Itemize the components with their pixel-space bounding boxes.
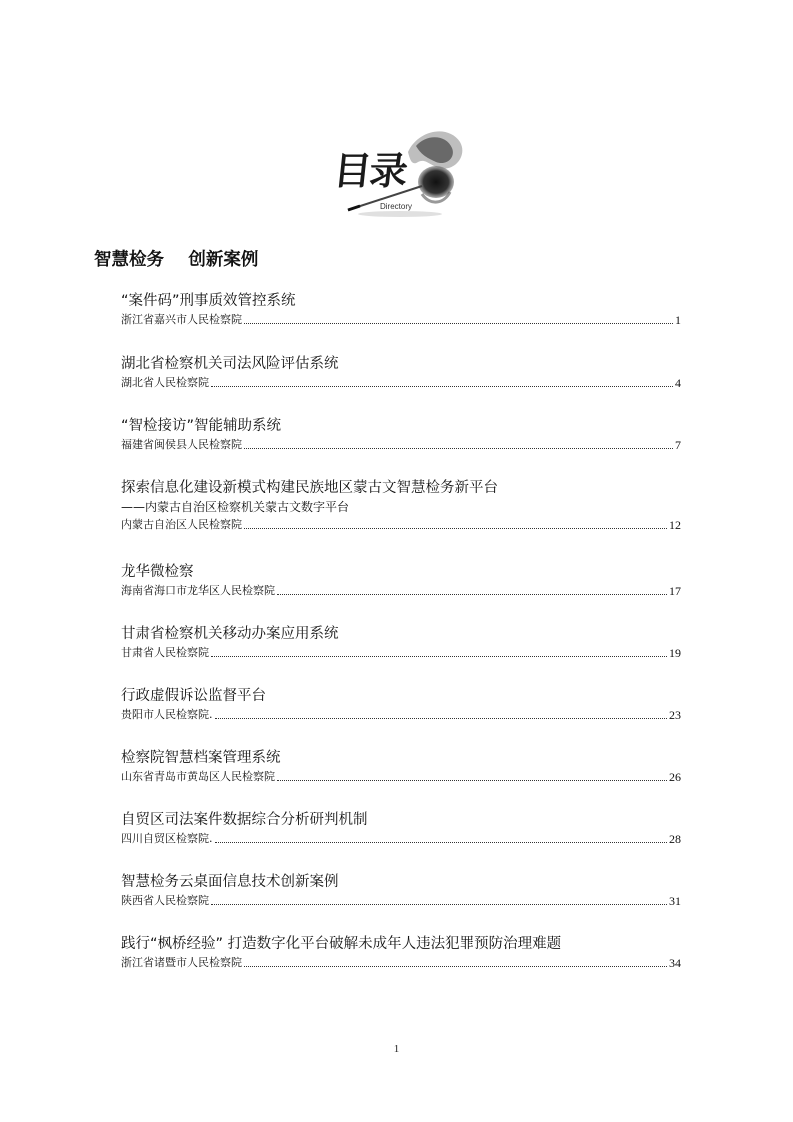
dot-leader <box>244 322 673 324</box>
toc-entry-organization: 浙江省诸暨市人民检察院 <box>121 956 242 969</box>
toc-entry-title[interactable]: 智慧检务云桌面信息技术创新案例 <box>121 874 339 890</box>
toc-entry-line <box>121 376 681 390</box>
toc-entry-organization: 甘肃省人民检察院 <box>121 646 209 659</box>
toc-entry[interactable] <box>121 292 681 327</box>
page-number: 1 <box>393 1043 400 1055</box>
toc-entry-title[interactable]: 龙华微检察 <box>121 564 194 580</box>
toc-entry-organization: 浙江省嘉兴市人民检察院 <box>121 313 242 326</box>
logo-subtitle: Directory <box>380 202 413 211</box>
toc-entry-title[interactable]: 行政虚假诉讼监督平台 <box>121 688 266 704</box>
toc-entry[interactable] <box>121 935 681 970</box>
toc-entry-subtitle: ——内蒙古自治区检察机关蒙古文数字平台 <box>121 500 350 514</box>
dot-leader <box>215 717 668 719</box>
toc-entry-title[interactable]: 湖北省检察机关司法风险评估系统 <box>121 356 339 372</box>
toc-entry-page[interactable]: 7 <box>675 438 681 452</box>
toc-entry[interactable] <box>121 811 681 846</box>
toc-entry-line <box>121 708 681 722</box>
toc-entry-organization: 贵阳市人民检察院. <box>121 708 213 721</box>
toc-entry-line <box>121 832 681 846</box>
toc-entry-page[interactable]: 28 <box>669 832 681 846</box>
section-title: 智慧检务 创新案例 <box>94 250 259 270</box>
toc-entry-organization: 海南省海口市龙华区人民检察院 <box>121 584 275 597</box>
toc-entry-title[interactable]: 自贸区司法案件数据综合分析研判机制 <box>121 812 368 828</box>
toc-entry-page[interactable]: 31 <box>669 894 681 908</box>
toc-entry-organization: 四川自贸区检察院. <box>121 832 213 845</box>
toc-entry[interactable] <box>121 749 681 784</box>
toc-entry-line <box>121 313 681 327</box>
toc-entry-organization: 湖北省人民检察院 <box>121 376 209 389</box>
toc-entry-page[interactable]: 19 <box>669 646 681 660</box>
toc-entry-page[interactable]: 1 <box>675 313 681 327</box>
dot-leader <box>277 593 667 595</box>
toc-entry[interactable] <box>121 625 681 660</box>
toc-entry-title[interactable]: 践行“枫桥经验” 打造数字化平台破解未成年人违法犯罪预防治理难题 <box>121 936 562 952</box>
toc-entry-page[interactable]: 26 <box>669 770 681 784</box>
toc-entry-organization: 福建省闽侯县人民检察院 <box>121 438 242 451</box>
toc-entry-line <box>121 770 681 784</box>
dot-leader <box>244 447 673 449</box>
toc-entry[interactable] <box>121 563 681 598</box>
toc-entry-organization: 山东省青岛市黄岛区人民检察院 <box>121 770 275 783</box>
dot-leader <box>211 385 673 387</box>
toc-entry[interactable] <box>121 417 681 452</box>
toc-entry[interactable] <box>121 687 681 722</box>
toc-entry-title[interactable]: “智检接访”智能辅助系统 <box>121 418 282 434</box>
toc-entry-page[interactable]: 34 <box>669 956 681 970</box>
toc-entry-page[interactable]: 12 <box>669 518 681 532</box>
toc-entry[interactable] <box>121 479 681 532</box>
toc-entry-page[interactable]: 17 <box>669 584 681 598</box>
toc-entry-page[interactable]: 4 <box>675 376 681 390</box>
toc-entry-title[interactable]: 检察院智慧档案管理系统 <box>121 750 281 766</box>
toc-entry-organization: 内蒙古自治区人民检察院 <box>121 518 242 531</box>
logo-title: 目录 <box>331 148 409 193</box>
dot-leader <box>211 655 667 657</box>
toc-entry-line <box>121 584 681 598</box>
toc-entry-title[interactable]: “案件码”刑事质效管控系统 <box>121 293 296 309</box>
dot-leader <box>244 965 667 967</box>
dot-leader <box>244 527 667 529</box>
dot-leader <box>211 903 667 905</box>
toc-entry-line <box>121 438 681 452</box>
dot-leader <box>215 841 668 843</box>
dot-leader <box>277 779 667 781</box>
toc-entry[interactable] <box>121 355 681 390</box>
toc-entry-organization: 陕西省人民检察院 <box>121 894 209 907</box>
toc-entry-page[interactable]: 23 <box>669 708 681 722</box>
toc-entry-line <box>121 518 681 532</box>
toc-entry-title[interactable]: 甘肃省检察机关移动办案应用系统 <box>121 626 339 642</box>
toc-entry-line <box>121 646 681 660</box>
toc-entry-line <box>121 956 681 970</box>
toc-entry[interactable] <box>121 873 681 908</box>
toc-entry-title[interactable]: 探索信息化建设新模式构建民族地区蒙古文智慧检务新平台 <box>121 480 498 496</box>
toc-entry-line <box>121 894 681 908</box>
